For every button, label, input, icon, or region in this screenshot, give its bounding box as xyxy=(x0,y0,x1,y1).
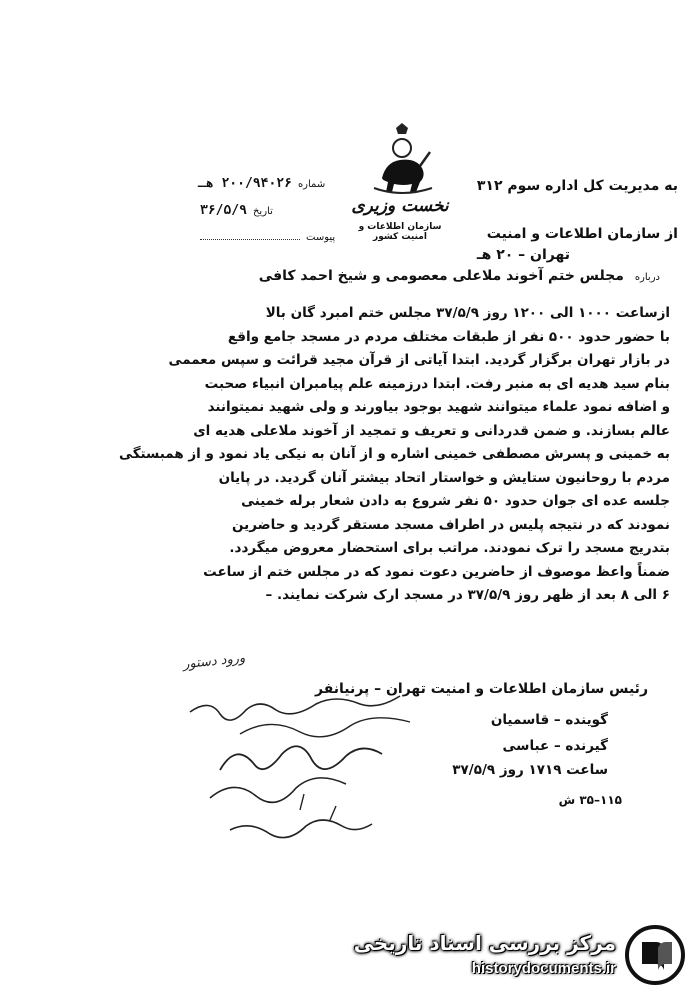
attachment-label: پیوست xyxy=(306,232,336,243)
handwritten-signatures-icon xyxy=(180,690,450,860)
report-body xyxy=(30,302,670,608)
body-line: و اضافه نمود علماء میتوانند شهید بوجود بیاورند و ولی شهید نمیتوانند xyxy=(207,399,670,415)
watermark-url[interactable]: historydocuments.ir xyxy=(471,960,616,977)
body-line: به خمینی و پسرش مصطفی خمینی اشاره و از آنان به نیکی یاد نمود و از همبستگی xyxy=(119,446,670,462)
body-line: مردم با روحانیون ستایش و خواستار اتحاد بیشتر آنان گردید. در پایان xyxy=(218,469,670,486)
body-line: ازساعت ۱۰۰۰ الی ۱۲۰۰ روز ۳۷/۵/۹ مجلس ختم امبرد گان بالا xyxy=(265,305,670,321)
city-line: تهران – ۲۰ هـ xyxy=(476,247,570,263)
body-line: بنام سید هدیه ای به منبر رفت. ابتدا درزمینه علم پیامبران انبیاء صحبت xyxy=(204,375,670,392)
number-label: شماره xyxy=(297,179,326,190)
subject-text: مجلس ختم آخوند ملاعلی معصومی و شیخ احمد کافی xyxy=(258,268,624,284)
body-line: ۶ الی ۸ بعد از ظهر روز ۳۷/۵/۹ در مسجد ارک شرکت نمایند. – xyxy=(265,587,670,603)
speaker-line: گوینده – قاسمیان xyxy=(490,712,608,728)
body-line: در بازار تهران برگزار گردید. ابتدا آیاتی از قرآن مجید قرائت و سپس معممی xyxy=(168,352,670,368)
body-line: بتدریج مسجد را ترک نمودند. مراتب برای استحضار معروض میگردد. xyxy=(229,540,670,556)
body-line: ضمناً واعظ موصوف از حاضرین دعوت نمود که در مجلس ختم از ساعت xyxy=(203,563,670,580)
receiver-line: گیرنده – عباسی xyxy=(502,738,608,754)
body-line: نمودند که در نتیجه پلیس در اطراف مسجد مستقر گردید و حاضرین xyxy=(232,516,670,533)
date-label: تاریخ xyxy=(252,206,273,217)
body-line: با حضور حدود ۵۰۰ نفر از طبقات مختلف مردم در مسجد جامع واقع xyxy=(227,328,670,345)
number-field xyxy=(198,176,325,191)
watermark-title: مرکز بررسی اسناد تاریخی xyxy=(353,931,616,955)
number-value: ۲۰۰/۹۴۰۲۶ هـ xyxy=(198,176,292,191)
archive-book-logo-icon xyxy=(624,924,686,986)
subject-label: درباره xyxy=(634,272,660,283)
lion-and-sun-emblem-icon xyxy=(368,122,438,202)
attachment-field xyxy=(200,229,335,243)
date-field xyxy=(200,203,273,218)
date-value: ۳۶/۵/۹ xyxy=(200,203,247,218)
organization-subheading: سازمان اطلاعات و امنیت کشور xyxy=(358,222,442,242)
recipient-line: به مدیریت کل اداره سوم ۳۱۲ xyxy=(476,178,678,194)
attachment-blank xyxy=(200,229,300,240)
time-line: ساعت ۱۷۱۹ روز ۳۷/۵/۹ xyxy=(452,762,608,778)
subject-line xyxy=(259,268,660,284)
ministry-heading: نخست وزیری xyxy=(351,196,449,216)
reference-number: ۱۱۵–۳۵ ش xyxy=(558,793,622,807)
body-line: عالم بسازند. و ضمن قدردانی و تعریف و تمجید از آخوند ملاعلی هدیه ای xyxy=(193,422,670,439)
body-line: جلسه عده ای جوان حدود ۵۰ نفر شروع به دادن شعار برله خمینی xyxy=(241,493,670,509)
signature-title: رئیس سازمان اطلاعات و امنیت تهران – پرنیانفر xyxy=(314,681,648,697)
handwritten-note: ورود دستور xyxy=(182,650,246,673)
sender-line: از سازمان اطلاعات و امنیت xyxy=(486,226,678,242)
